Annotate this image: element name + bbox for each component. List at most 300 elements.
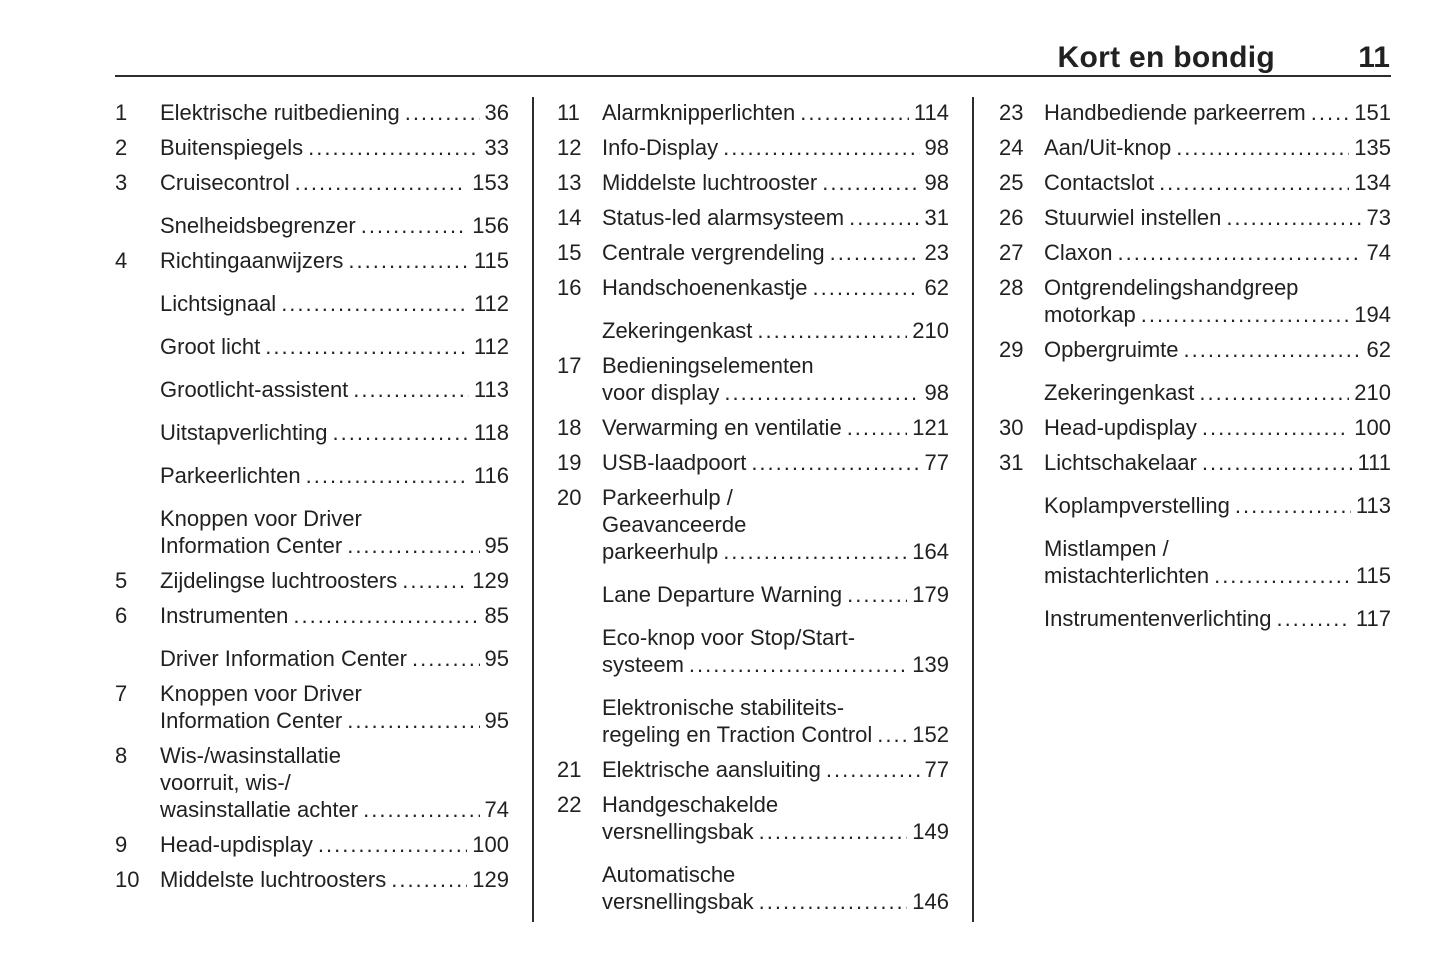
toc-line (160, 134, 509, 161)
toc-line (160, 99, 509, 126)
toc-entry-page: 100 (472, 832, 509, 857)
toc-entry-page: 73 (1366, 205, 1391, 230)
toc-entry (557, 169, 949, 196)
toc-entry-number: 8 (115, 743, 128, 768)
toc-entry-number (557, 861, 602, 915)
toc-entry-page: 194 (1354, 302, 1391, 327)
dot-leader (759, 888, 908, 915)
toc-line (1044, 535, 1391, 562)
toc-entry-page: 210 (912, 318, 949, 343)
toc-line (1044, 274, 1391, 301)
toc-entry-number: 28 (999, 275, 1024, 300)
toc-entry-label: Information Center (160, 708, 343, 733)
dot-leader (265, 333, 469, 360)
toc-entry-number (115, 290, 160, 317)
toc-entry-label: Opbergruimte (1044, 337, 1179, 362)
toc-entry-label: Stuurwiel instellen (1044, 205, 1222, 230)
toc-entry-label: Contactslot (1044, 170, 1155, 195)
toc-entry-number (115, 333, 160, 360)
toc-entry (999, 274, 1391, 328)
toc-entry (557, 756, 949, 783)
toc-entry-label: Parkeerhulp / (602, 485, 733, 510)
toc-line (602, 624, 949, 651)
toc-line (160, 602, 509, 629)
toc-entry-number (115, 376, 160, 403)
toc-entry-label: Parkeerlichten (160, 463, 301, 488)
toc-entry-label: Ontgrendelingshandgreep (1044, 275, 1299, 300)
toc-line (602, 317, 949, 344)
toc-entry (115, 419, 509, 446)
toc-entry-number: 23 (999, 100, 1024, 125)
toc-entry-number: 9 (115, 832, 128, 857)
dot-leader (847, 414, 908, 441)
toc-entry-number: 30 (999, 415, 1024, 440)
toc-entry-page: 149 (912, 819, 949, 844)
dot-leader (1276, 605, 1350, 632)
toc-entry (999, 492, 1391, 519)
toc-entry-page: 179 (912, 582, 949, 607)
toc-line (160, 212, 509, 239)
toc-entry-page: 139 (912, 652, 949, 677)
toc-entry-page: 112 (473, 291, 509, 316)
toc-entry-page: 36 (484, 100, 509, 125)
toc-entry-number: 12 (557, 135, 582, 160)
dot-leader (812, 274, 919, 301)
toc-entry-number (115, 212, 160, 239)
toc-entry-number: 25 (999, 170, 1024, 195)
toc-entry-label: Verwarming en ventilatie (602, 415, 842, 440)
toc-column-left (115, 99, 509, 893)
toc-entry-page: 62 (924, 275, 949, 300)
toc-entry-number: 19 (557, 450, 582, 475)
toc-line (602, 861, 949, 888)
toc-entry-number (557, 694, 602, 748)
toc-entry (557, 317, 949, 344)
toc-entry-label: Handschoenenkastje (602, 275, 808, 300)
dot-leader (1202, 449, 1353, 476)
toc-entry-label: Buitenspiegels (160, 135, 304, 160)
toc-line (602, 239, 949, 266)
toc-line (1044, 134, 1391, 161)
toc-entry-label: Elektrische ruitbediening (160, 100, 400, 125)
toc-entry (557, 274, 949, 301)
toc-entry (115, 212, 509, 239)
toc-entry-label: Zijdelingse luchtroosters (160, 568, 398, 593)
toc-line (602, 379, 949, 406)
toc-entry-page: 31 (924, 205, 949, 230)
toc-entry-page: 98 (924, 380, 949, 405)
toc-entry-label: systeem (602, 652, 684, 677)
toc-entry-label: Handbediende parkeerrem (1044, 100, 1306, 125)
toc-entry-label: versnellingsbak (602, 889, 754, 914)
toc-entry-number: 20 (557, 485, 582, 510)
toc-line (602, 511, 949, 538)
toc-entry-number: 5 (115, 568, 128, 593)
toc-entry (115, 462, 509, 489)
toc-entry-page: 74 (1366, 240, 1391, 265)
toc-entry (557, 414, 949, 441)
dot-leader (849, 204, 919, 231)
toc-entry-number: 26 (999, 205, 1024, 230)
toc-line (602, 581, 949, 608)
toc-line (160, 290, 509, 317)
toc-entry-page: 23 (924, 240, 949, 265)
dot-leader (412, 645, 480, 672)
dot-leader (1202, 414, 1349, 441)
dot-leader (333, 419, 469, 446)
toc-entry-number: 27 (999, 240, 1024, 265)
toc-entry-number: 22 (557, 792, 582, 817)
toc-entry-label: Lane Departure Warning (602, 582, 843, 607)
toc-entry (999, 449, 1391, 476)
toc-entry-label: voor display (602, 380, 720, 405)
toc-entry (115, 866, 509, 893)
toc-entry-number (115, 645, 160, 672)
toc-entry-page: 113 (1355, 493, 1391, 518)
toc-line (1044, 414, 1391, 441)
toc-line (160, 866, 509, 893)
toc-entry-label: versnellingsbak (602, 819, 754, 844)
toc-entry-page: 129 (472, 867, 509, 892)
toc-line (602, 204, 949, 231)
toc-entry-number: 13 (557, 170, 582, 195)
toc-entry (999, 605, 1391, 632)
toc-entry-number: 31 (999, 450, 1024, 475)
toc-entry-page: 95 (484, 646, 509, 671)
toc-line (1044, 492, 1391, 519)
toc-entry-number: 18 (557, 415, 582, 440)
toc-entry-label: voorruit, wis-/ (160, 770, 291, 795)
toc-line (160, 831, 509, 858)
toc-entry-label: Head-updisplay (1044, 415, 1197, 440)
toc-entry-number: 1 (115, 100, 128, 125)
toc-entry (557, 791, 949, 845)
toc-column-right (999, 99, 1391, 632)
toc-line (1044, 336, 1391, 363)
toc-line (160, 645, 509, 672)
toc-line (602, 169, 949, 196)
toc-entry-number: 29 (999, 337, 1024, 362)
toc-entry-page: 74 (484, 797, 509, 822)
toc-line (1044, 239, 1391, 266)
toc-entry-label: Richtingaanwijzers (160, 248, 344, 273)
toc-entry-label: Info-Display (602, 135, 719, 160)
toc-entry (115, 831, 509, 858)
toc-entry (557, 204, 949, 231)
toc-entry-number (115, 462, 160, 489)
toc-entry-label: Middelste luchtrooster (602, 170, 818, 195)
toc-entry (999, 239, 1391, 266)
toc-line (602, 756, 949, 783)
toc-entry-number: 11 (557, 100, 580, 125)
toc-line (1044, 169, 1391, 196)
toc-entry-page: 85 (484, 603, 509, 628)
toc-entry (557, 134, 949, 161)
toc-entry-label: Head-updisplay (160, 832, 313, 857)
toc-entry-number (557, 317, 602, 344)
toc-entry-page: 113 (473, 377, 509, 402)
toc-entry-label: Centrale vergrendeling (602, 240, 825, 265)
dot-leader (402, 567, 467, 594)
toc-entry-number (999, 379, 1044, 406)
dot-leader (847, 581, 907, 608)
toc-entry-number (557, 624, 602, 678)
toc-entry-label: Zekeringenkast (602, 318, 753, 343)
dot-leader (1159, 169, 1349, 196)
toc-entry-page: 95 (484, 533, 509, 558)
toc-line (602, 791, 949, 818)
dot-leader (353, 376, 469, 403)
toc-entry (999, 204, 1391, 231)
toc-line (160, 680, 509, 707)
toc-entry-label: Claxon (1044, 240, 1113, 265)
toc-entry-number: 3 (115, 170, 128, 195)
dot-leader (826, 756, 920, 783)
toc-entry (115, 567, 509, 594)
dot-leader (822, 169, 919, 196)
toc-entry-number (999, 605, 1044, 632)
dot-leader (800, 99, 909, 126)
toc-line (160, 169, 509, 196)
toc-entry-number: 6 (115, 603, 128, 628)
toc-entry-label: Instrumentenverlichting (1044, 606, 1272, 631)
page-number: 11 (1358, 41, 1390, 74)
dot-leader (689, 651, 907, 678)
toc-entry (115, 680, 509, 734)
dot-leader (1199, 379, 1349, 406)
toc-entry-label: Instrumenten (160, 603, 289, 628)
toc-entry-page: 77 (924, 450, 949, 475)
toc-entry-number: 17 (557, 353, 582, 378)
toc-entry (557, 99, 949, 126)
toc-entry-label: Uitstapverlichting (160, 420, 328, 445)
toc-entry-page: 114 (913, 100, 949, 125)
toc-entry (115, 169, 509, 196)
toc-entry (999, 134, 1391, 161)
toc-line (602, 99, 949, 126)
toc-entry-number (999, 535, 1044, 589)
toc-entry (115, 333, 509, 360)
toc-entry-page: 151 (1354, 100, 1391, 125)
toc-entry (557, 581, 949, 608)
toc-entry-label: regeling en Traction Control (602, 722, 873, 747)
toc-entry-label: Driver Information Center (160, 646, 407, 671)
toc-line (1044, 562, 1391, 589)
toc-entry-label: Elektronische stabiliteits- (602, 695, 845, 720)
toc-entry-page: 115 (473, 248, 509, 273)
toc-entry-label: Eco-knop voor Stop/Start- (602, 625, 856, 650)
toc-entry-page: 156 (472, 213, 509, 238)
toc-entry-label: Grootlicht-assistent (160, 377, 349, 402)
toc-entry-page: 129 (472, 568, 509, 593)
toc-entry-label: Handgeschakelde (602, 792, 779, 817)
dot-leader (1117, 239, 1361, 266)
toc-line (1044, 449, 1391, 476)
toc-line (602, 484, 949, 511)
toc-entry-label: Knoppen voor Driver (160, 506, 362, 531)
toc-entry (115, 645, 509, 672)
toc-entry-label: Geavanceerde (602, 512, 747, 537)
toc-entry-number: 15 (557, 240, 582, 265)
toc-entry-number (115, 505, 160, 559)
toc-line (160, 532, 509, 559)
toc-entry-page: 153 (472, 170, 509, 195)
toc-entry-label: Zekeringenkast (1044, 380, 1195, 405)
toc-entry-label: Koplampverstelling (1044, 493, 1230, 518)
toc-column-middle (557, 99, 949, 915)
toc-entry-page: 152 (912, 722, 949, 747)
toc-line (160, 419, 509, 446)
toc-entry-page: 112 (473, 334, 509, 359)
toc-entry-page: 164 (912, 539, 949, 564)
toc-entry-page: 116 (473, 463, 509, 488)
toc-entry-number: 7 (115, 681, 128, 706)
toc-entry-page: 100 (1354, 415, 1391, 440)
toc-entry-page: 117 (1355, 606, 1391, 631)
toc-entry (999, 336, 1391, 363)
dot-leader (723, 134, 919, 161)
toc-entry-number (115, 419, 160, 446)
toc-entry-number: 10 (115, 867, 140, 892)
toc-entry-page: 135 (1354, 135, 1391, 160)
toc-line (1044, 605, 1391, 632)
toc-line (602, 352, 949, 379)
page-title: Kort en bondig (1057, 41, 1275, 74)
dot-leader (759, 818, 908, 845)
dot-leader (1176, 134, 1349, 161)
toc-entry-label: USB-laadpoort (602, 450, 747, 475)
toc-entry (115, 505, 509, 559)
dot-leader (281, 290, 469, 317)
toc-line (602, 538, 949, 565)
toc-entry-page: 118 (473, 420, 509, 445)
toc-entry-page: 210 (1354, 380, 1391, 405)
toc-entry-label: Bedieningselementen (602, 353, 814, 378)
toc-line (160, 247, 509, 274)
toc-entry-label: Groot licht (160, 334, 261, 359)
toc-entry (115, 602, 509, 629)
dot-leader (293, 602, 479, 629)
toc-entry-number: 24 (999, 135, 1024, 160)
toc-entry (557, 239, 949, 266)
toc-entry-page: 111 (1357, 450, 1391, 475)
toc-entry (115, 134, 509, 161)
toc-entry-label: parkeerhulp (602, 539, 719, 564)
toc-entry-page: 95 (484, 708, 509, 733)
dot-leader (363, 796, 479, 823)
dot-leader (391, 866, 467, 893)
dot-leader (1235, 492, 1351, 519)
toc-entry (999, 535, 1391, 589)
toc-line (160, 462, 509, 489)
toc-entry (999, 414, 1391, 441)
toc-entry-label: Lichtsignaal (160, 291, 277, 316)
toc-line (160, 505, 509, 532)
toc-entry (115, 247, 509, 274)
toc-line (602, 721, 949, 748)
dot-leader (877, 721, 907, 748)
dot-leader (1184, 336, 1362, 363)
toc-entry-label: Elektrische aansluiting (602, 757, 821, 782)
toc-entry-number: 2 (115, 135, 128, 160)
dot-leader (318, 831, 467, 858)
toc-line (1044, 379, 1391, 406)
toc-entry (557, 694, 949, 748)
dot-leader (308, 134, 479, 161)
toc-line (602, 694, 949, 721)
toc-line (602, 651, 949, 678)
toc-line (160, 707, 509, 734)
toc-entry-number: 14 (557, 205, 582, 230)
dot-leader (361, 212, 468, 239)
toc-line (1044, 204, 1391, 231)
column-separator-right (972, 97, 974, 922)
toc-entry (999, 379, 1391, 406)
toc-line (602, 888, 949, 915)
toc-entry-number (557, 581, 602, 608)
toc-entry-page: 33 (484, 135, 509, 160)
toc-entry-label: Snelheidsbegrenzer (160, 213, 356, 238)
toc-entry-page: 115 (1355, 563, 1391, 588)
toc-entry-number: 21 (557, 757, 582, 782)
toc-entry-label: Wis-/wasinstallatie (160, 743, 341, 768)
dot-leader (347, 532, 479, 559)
dot-leader (1311, 99, 1350, 126)
dot-leader (405, 99, 480, 126)
toc-line (602, 274, 949, 301)
toc-entry-label: Status-led alarmsysteem (602, 205, 845, 230)
dot-leader (723, 538, 907, 565)
dot-leader (348, 247, 469, 274)
toc-entry-page: 98 (924, 135, 949, 160)
toc-entry-label: Mistlampen / (1044, 536, 1169, 561)
dot-leader (830, 239, 920, 266)
toc-entry-label: Lichtschakelaar (1044, 450, 1197, 475)
toc-entry (557, 449, 949, 476)
toc-line (160, 333, 509, 360)
dot-leader (347, 707, 479, 734)
toc-entry (557, 484, 949, 565)
toc-entry-label: wasinstallatie achter (160, 797, 359, 822)
toc-line (160, 376, 509, 403)
toc-line (602, 414, 949, 441)
toc-entry-label: mistachterlichten (1044, 563, 1210, 588)
toc-entry-label: Alarmknipperlichten (602, 100, 796, 125)
toc-entry (115, 742, 509, 823)
dot-leader (295, 169, 468, 196)
toc-entry (557, 861, 949, 915)
dot-leader (724, 379, 919, 406)
dot-leader (757, 317, 907, 344)
toc-line (1044, 301, 1391, 328)
toc-entry-page: 134 (1354, 170, 1391, 195)
toc-entry-label: Middelste luchtroosters (160, 867, 387, 892)
toc-line (602, 134, 949, 161)
toc-entry-page: 121 (912, 415, 949, 440)
toc-entry (557, 624, 949, 678)
toc-entry-page: 98 (924, 170, 949, 195)
toc-entry (999, 99, 1391, 126)
toc-entry (115, 376, 509, 403)
toc-line (160, 796, 509, 823)
dot-leader (1214, 562, 1351, 589)
toc-entry-label: Aan/Uit-knop (1044, 135, 1172, 160)
toc-entry-label: motorkap (1044, 302, 1136, 327)
dot-leader (751, 449, 919, 476)
toc-line (602, 818, 949, 845)
toc-line (160, 742, 509, 769)
header-rule (115, 75, 1391, 77)
